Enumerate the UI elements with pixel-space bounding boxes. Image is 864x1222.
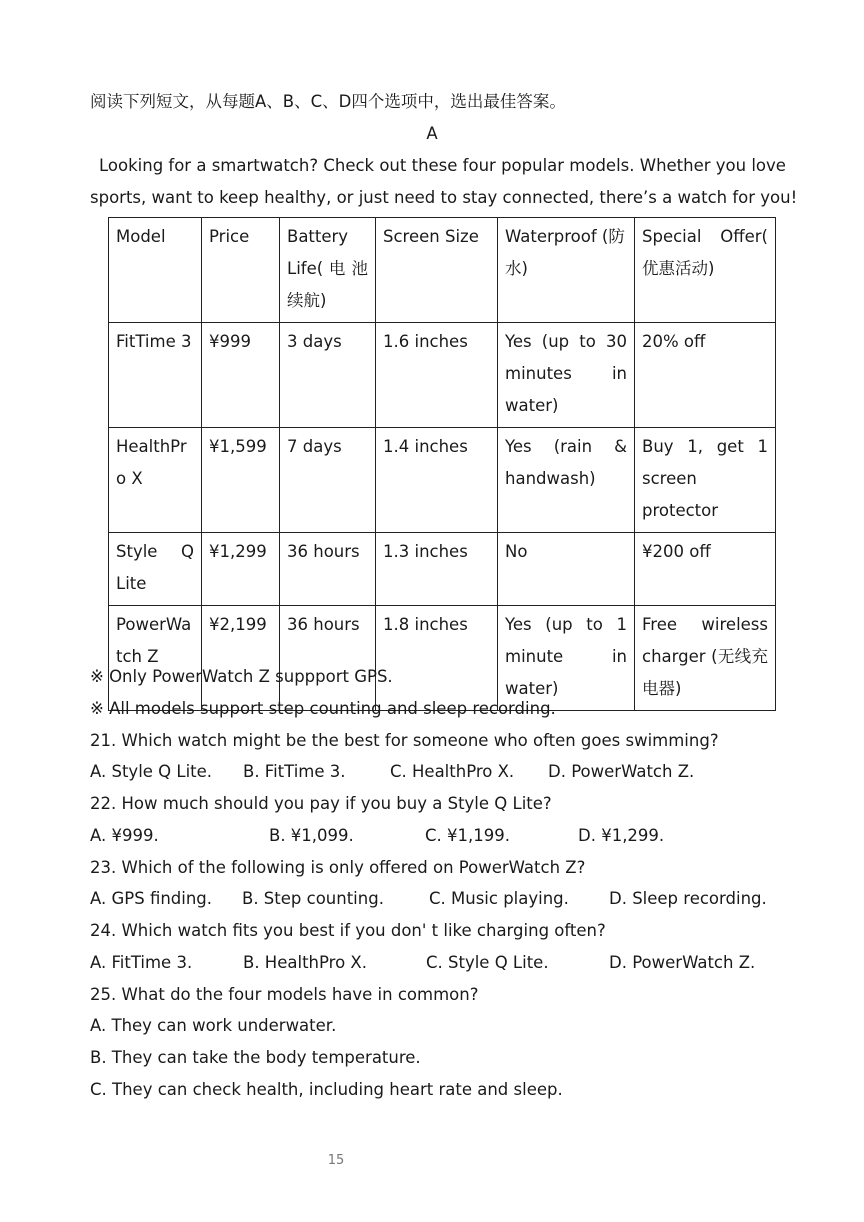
option-c[interactable]: C. HealthPro X. xyxy=(390,762,515,781)
option-b[interactable]: B. Step counting. xyxy=(242,889,384,908)
question-24-stem: 24. Which watch fits you best if you don' t like charging often? xyxy=(90,921,606,940)
cell-battery: 36 hours xyxy=(280,606,376,711)
header-cell: Model xyxy=(109,218,202,323)
cell-model: HealthPro X xyxy=(109,428,202,533)
cell-offer: Free wireless charger (无线充电器) xyxy=(635,606,776,711)
cell-model: PowerWatch Z xyxy=(109,606,202,711)
option-d[interactable]: D. Sleep recording. xyxy=(609,889,767,908)
cell-waterproof: Yes (up to 1 minute in water) xyxy=(498,606,635,711)
cell-price: ¥1,299 xyxy=(202,533,280,606)
header-cell: Waterproof (防水) xyxy=(498,218,635,323)
cell-model: FitTime 3 xyxy=(109,323,202,428)
cell-waterproof: Yes (rain & handwash) xyxy=(498,428,635,533)
cell-model: Style Q Lite xyxy=(109,533,202,606)
cell-battery: 7 days xyxy=(280,428,376,533)
table-row xyxy=(109,533,776,606)
cell-price: ¥1,599 xyxy=(202,428,280,533)
question-22-stem: 22. How much should you pay if you buy a Style Q Lite? xyxy=(90,794,552,813)
option-a[interactable]: A. Style Q Lite. xyxy=(90,762,213,781)
cell-screen: 1.3 inches xyxy=(376,533,498,606)
cell-battery: 3 days xyxy=(280,323,376,428)
option-a[interactable]: A. ¥999. xyxy=(90,826,159,845)
option-d[interactable]: D. PowerWatch Z. xyxy=(609,953,756,972)
page-number: 15 xyxy=(327,1153,345,1168)
cell-offer: 20% off xyxy=(635,323,776,428)
cell-screen: 1.8 inches xyxy=(376,606,498,711)
option-b[interactable]: B. ¥1,099. xyxy=(269,826,354,845)
option-c[interactable]: C. ¥1,199. xyxy=(425,826,510,845)
intro-line-1: Looking for a smartwatch? Check out these four popular models. Whether you love xyxy=(99,156,786,175)
table-header-row xyxy=(109,218,776,323)
option-b[interactable]: B. FitTime 3. xyxy=(243,762,346,781)
option-a[interactable]: A. They can work underwater. xyxy=(90,1016,337,1035)
option-a[interactable]: A. FitTime 3. xyxy=(90,953,193,972)
section-title: A xyxy=(426,124,438,143)
cell-offer: ¥200 off xyxy=(635,533,776,606)
question-23-stem: 23. Which of the following is only offered on PowerWatch Z? xyxy=(90,858,586,877)
option-a[interactable]: A. GPS finding. xyxy=(90,889,213,908)
cell-price: ¥2,199 xyxy=(202,606,280,711)
instruction: 阅读下列短文，从每题A、B、C、D四个选项中，选出最佳答案。 xyxy=(90,92,566,111)
cell-battery: 36 hours xyxy=(280,533,376,606)
question-21-stem: 21. Which watch might be the best for someone who often goes swimming? xyxy=(90,731,719,750)
cell-waterproof: Yes (up to 30 minutes in water) xyxy=(498,323,635,428)
header-cell: Price xyxy=(202,218,280,323)
table-row xyxy=(109,606,776,711)
table-row xyxy=(109,323,776,428)
option-c[interactable]: C. Style Q Lite. xyxy=(426,953,549,972)
header-cell: Special Offer( 优惠活动) xyxy=(635,218,776,323)
cell-offer: Buy 1, get 1 screen protector xyxy=(635,428,776,533)
option-c[interactable]: C. They can check health, including heart rate and sleep. xyxy=(90,1080,563,1099)
option-b[interactable]: B. HealthPro X. xyxy=(243,953,367,972)
option-b[interactable]: B. They can take the body temperature. xyxy=(90,1048,421,1067)
cell-price: ¥999 xyxy=(202,323,280,428)
header-cell: Screen Size xyxy=(376,218,498,323)
option-d[interactable]: D. ¥1,299. xyxy=(578,826,665,845)
question-25-stem: 25. What do the four models have in common? xyxy=(90,985,479,1004)
note-gps: ※ Only PowerWatch Z suppport GPS. xyxy=(90,667,393,686)
option-c[interactable]: C. Music playing. xyxy=(429,889,569,908)
header-cell: Battery Life( 电 池 续航) xyxy=(280,218,376,323)
cell-screen: 1.6 inches xyxy=(376,323,498,428)
option-d[interactable]: D. PowerWatch Z. xyxy=(548,762,695,781)
cell-waterproof: No xyxy=(498,533,635,606)
cell-screen: 1.4 inches xyxy=(376,428,498,533)
watch-comparison-table xyxy=(108,217,776,711)
table-row xyxy=(109,428,776,533)
note-all-models: ※ All models support step counting and sleep recording. xyxy=(90,699,556,718)
intro-line-2: sports, want to keep healthy, or just need to stay connected, there’s a watch for you! xyxy=(90,188,798,207)
